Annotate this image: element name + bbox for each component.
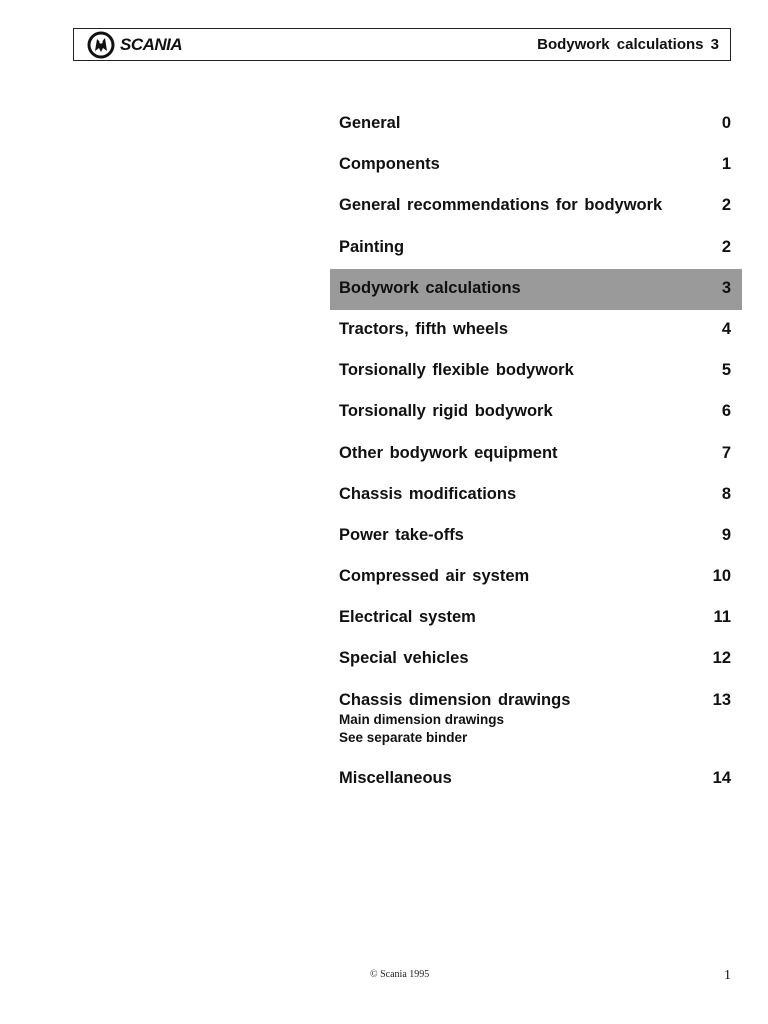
toc-item-number: 9 xyxy=(721,525,731,544)
toc-item-painting[interactable] xyxy=(330,228,742,269)
toc-item-label: Torsionally flexible bodywork xyxy=(339,361,574,380)
toc-item-number: 12 xyxy=(712,649,731,668)
toc-item-number: 14 xyxy=(712,768,731,787)
toc-item-number: 7 xyxy=(721,443,731,462)
toc-item-label: Bodywork calculations xyxy=(339,278,521,297)
toc-item-number: 10 xyxy=(712,567,731,586)
toc-item-bodywork-calculations[interactable] xyxy=(330,269,742,310)
toc-item-number: 2 xyxy=(721,237,731,256)
toc-item-electrical[interactable] xyxy=(330,598,742,639)
toc-item-subtitle: See separate binder xyxy=(339,729,468,745)
toc-item-label: Special vehicles xyxy=(339,649,469,668)
toc-item-number: 13 xyxy=(712,690,731,709)
toc-item-other-bodywork[interactable] xyxy=(330,434,742,475)
toc-item-label: Miscellaneous xyxy=(339,768,452,787)
toc-item-label: General recommendations for bodywork xyxy=(339,196,663,215)
toc-item-general-recommendations[interactable] xyxy=(330,186,742,227)
toc-item-torsionally-flexible[interactable] xyxy=(330,351,742,392)
toc-item-label: Electrical system xyxy=(339,608,476,627)
toc-item-label: Tractors, fifth wheels xyxy=(339,319,509,338)
toc-item-label: Other bodywork equipment xyxy=(339,443,558,462)
header-title: Bodywork calculations 3 xyxy=(537,36,719,53)
toc-item-label: Torsionally rigid bodywork xyxy=(339,402,553,421)
brand-wordmark: SCANIA xyxy=(120,35,183,54)
toc-item-number: 2 xyxy=(721,196,731,215)
toc-item-power-take-offs[interactable] xyxy=(330,516,742,557)
toc-item-chassis-modifications[interactable] xyxy=(330,475,742,516)
toc-item-label: Components xyxy=(339,155,440,174)
toc-item-label: Compressed air system xyxy=(339,567,530,586)
toc-item-general[interactable] xyxy=(330,104,742,145)
toc-item-label: Painting xyxy=(339,237,405,256)
toc-item-number: 5 xyxy=(721,361,731,380)
copyright-notice: © Scania 1995 xyxy=(370,969,430,980)
table-of-contents xyxy=(330,104,742,800)
toc-item-tractors[interactable] xyxy=(330,310,742,351)
toc-item-miscellaneous[interactable] xyxy=(330,759,742,800)
toc-item-label: General xyxy=(339,114,401,132)
toc-item-special-vehicles[interactable] xyxy=(330,639,742,680)
toc-item-torsionally-rigid[interactable] xyxy=(330,392,742,433)
toc-item-number: 4 xyxy=(721,319,731,338)
toc-item-number: 11 xyxy=(713,608,731,627)
toc-item-number: 6 xyxy=(721,402,731,421)
scania-logo xyxy=(86,30,182,60)
toc-item-chassis-dimension-drawings[interactable] xyxy=(330,681,742,759)
toc-item-compressed-air[interactable] xyxy=(330,557,742,598)
toc-item-number: 8 xyxy=(721,484,731,503)
toc-item-number: 0 xyxy=(721,114,731,132)
toc-item-components[interactable] xyxy=(330,145,742,186)
toc-item-label: Power take-offs xyxy=(339,525,464,544)
toc-item-number: 1 xyxy=(721,155,731,174)
toc-item-label: Chassis modifications xyxy=(339,484,517,503)
page-header xyxy=(73,28,731,61)
toc-item-subtitle: Main dimension drawings xyxy=(339,711,505,727)
page-number: 1 xyxy=(724,968,731,983)
toc-item-label: Chassis dimension drawings xyxy=(339,690,571,709)
scania-griffin-icon xyxy=(86,30,116,60)
toc-item-number: 3 xyxy=(721,278,731,297)
